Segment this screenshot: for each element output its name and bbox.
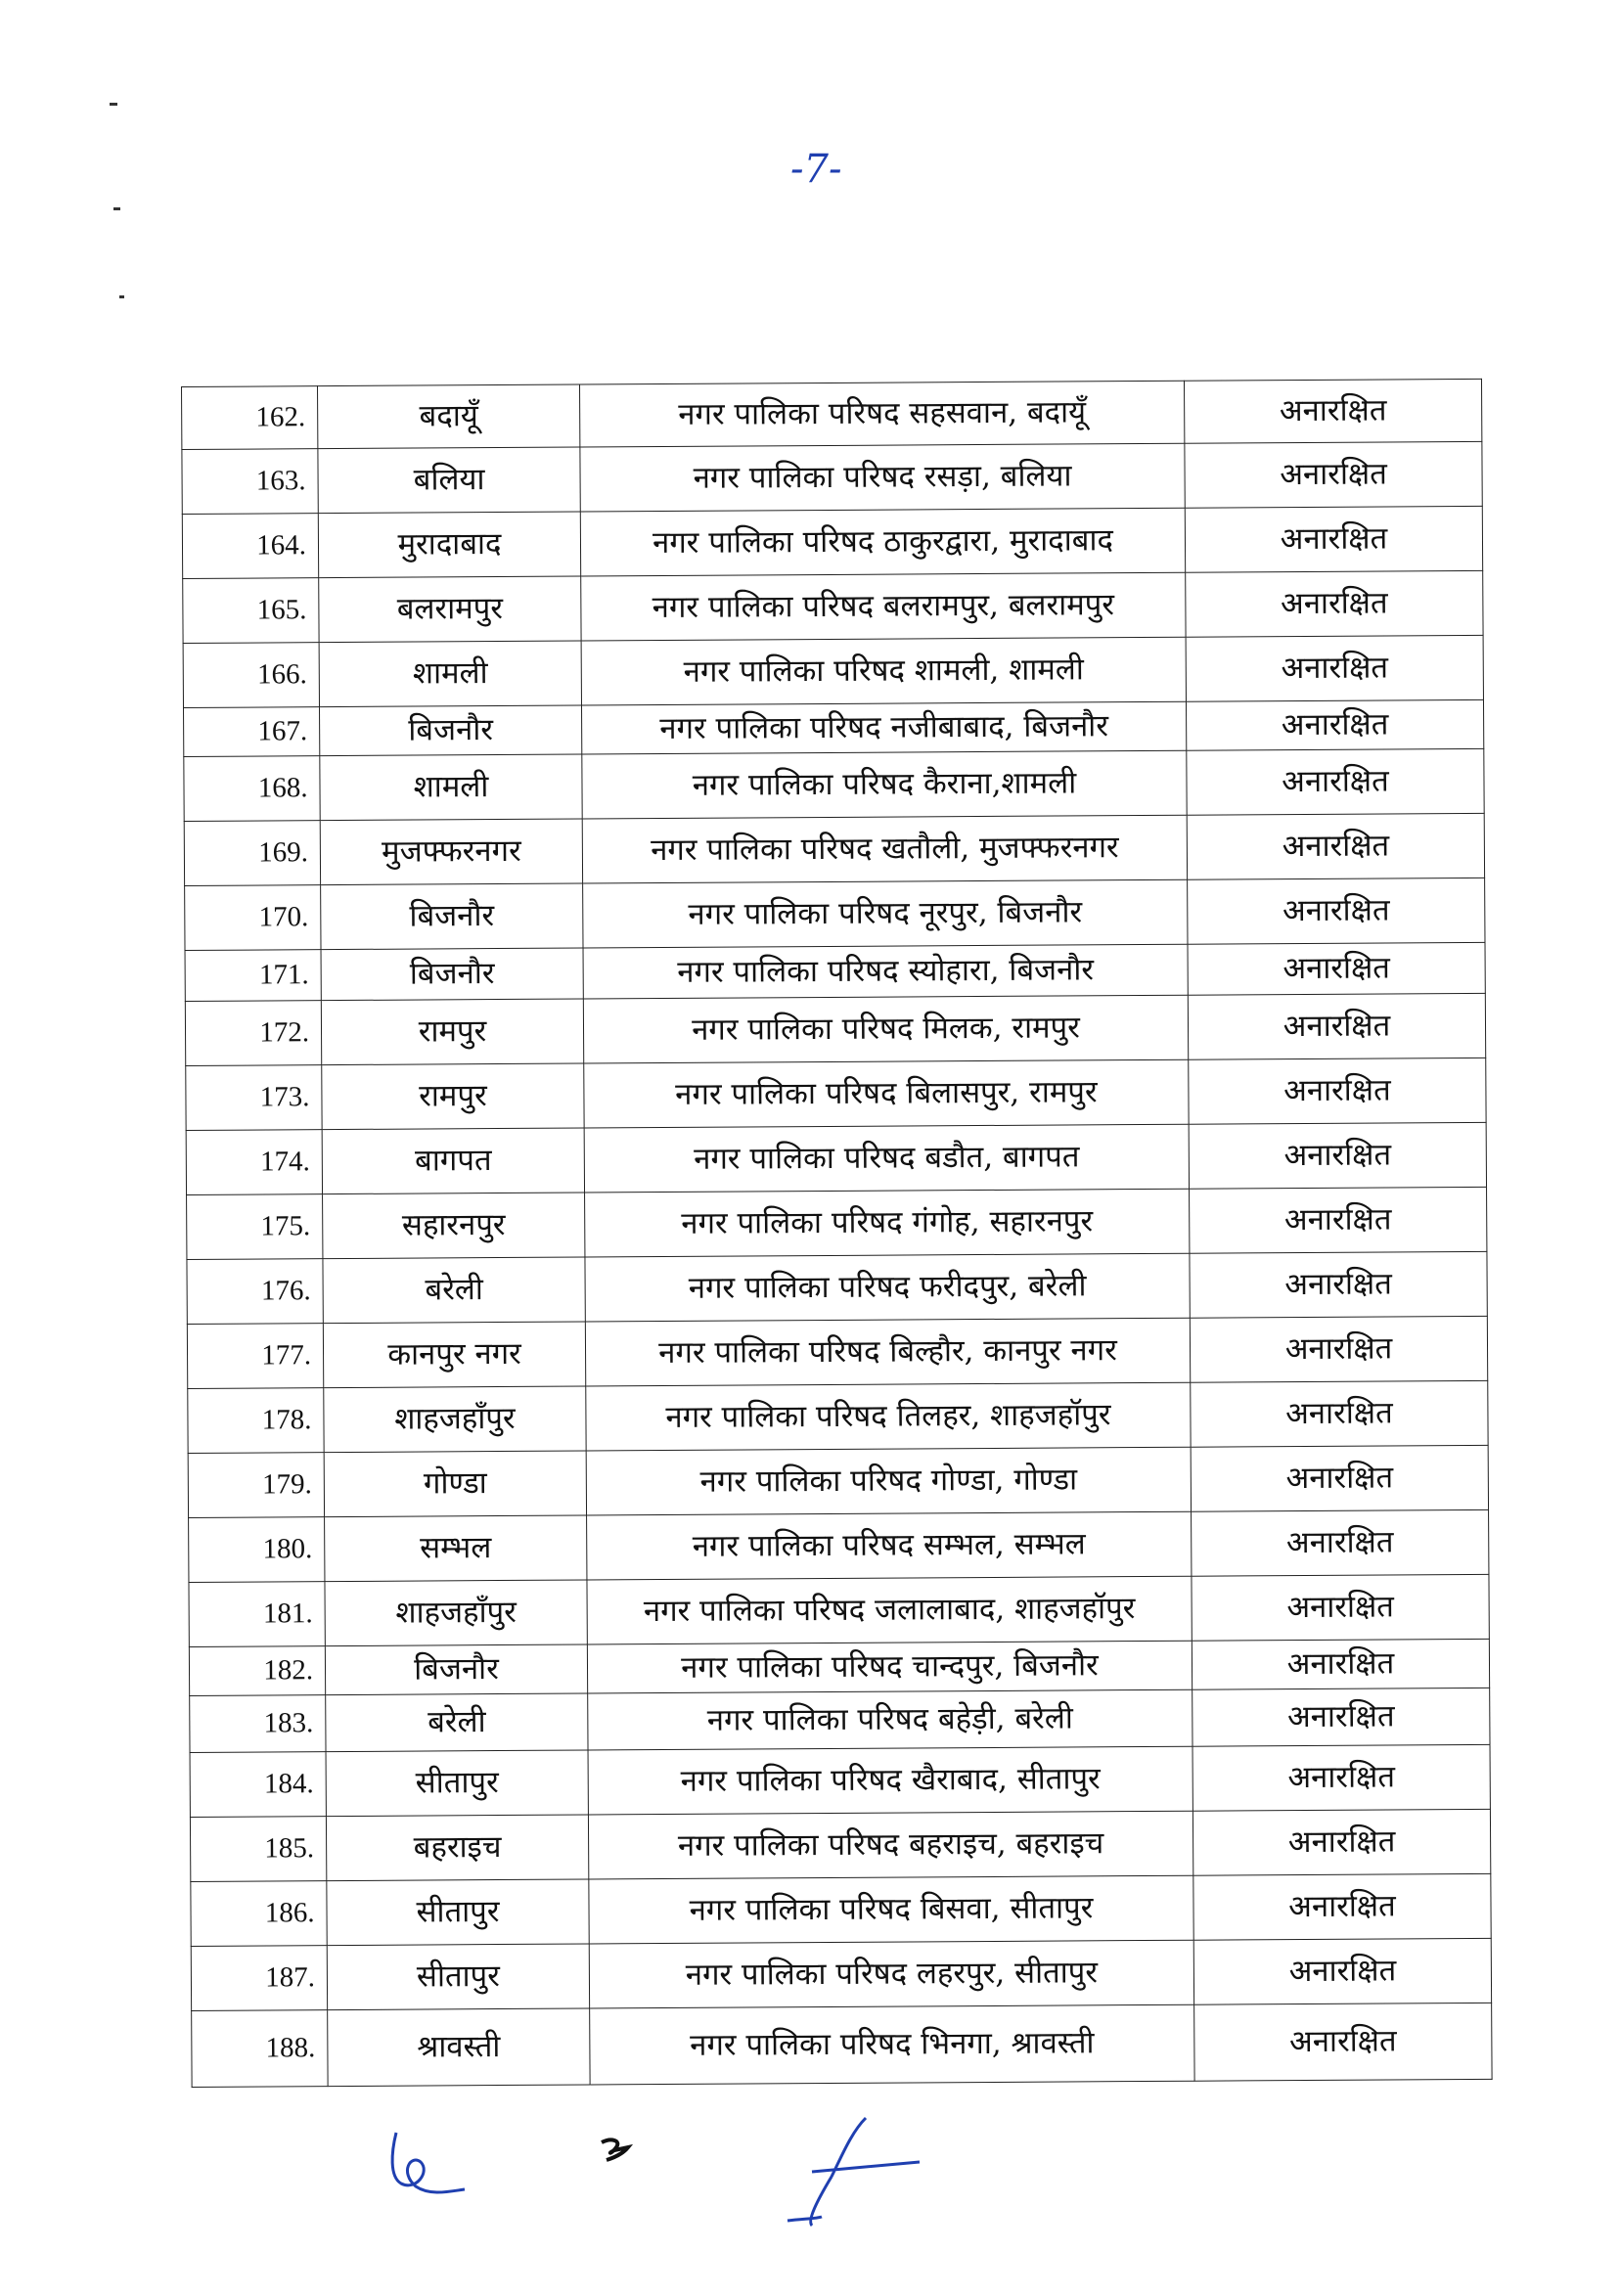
table-row: [185, 993, 1485, 1065]
category-cell: अनारक्षित: [1193, 1873, 1491, 1940]
category-cell: अनारक्षित: [1187, 813, 1484, 879]
page-number: -7-: [790, 147, 842, 192]
municipal-body-cell: नगर पालिका परिषद रसड़ा, बलिया: [580, 443, 1185, 512]
category-cell: अनारक्षित: [1189, 1122, 1486, 1189]
category-cell: अनारक्षित: [1192, 1574, 1489, 1641]
category-cell: अनारक्षित: [1186, 635, 1483, 701]
serial-number-cell: 175.: [187, 1194, 323, 1260]
category-cell: अनारक्षित: [1194, 2003, 1492, 2081]
district-cell: सम्भल: [325, 1515, 587, 1582]
category-cell: अनारक्षित: [1189, 1058, 1486, 1124]
category-cell: अनारक्षित: [1188, 878, 1485, 944]
municipal-body-cell: नगर पालिका परिषद फरीदपुर, बरेली: [585, 1253, 1190, 1322]
category-cell: अनारक्षित: [1186, 570, 1483, 637]
category-cell: अनारक्षित: [1184, 379, 1481, 443]
signature-3: [788, 2118, 920, 2240]
serial-number-cell: 187.: [191, 1946, 327, 2011]
municipal-body-cell: नगर पालिका परिषद स्योहारा, बिजनौर: [583, 944, 1188, 999]
table-row: [182, 379, 1482, 449]
category-cell: अनारक्षित: [1185, 506, 1482, 572]
serial-number-cell: 178.: [188, 1388, 324, 1454]
table-row: [183, 635, 1483, 707]
district-cell: बलरामपुर: [319, 576, 581, 643]
category-cell: अनारक्षित: [1192, 1744, 1490, 1811]
table-row: [182, 506, 1482, 578]
serial-number-cell: 186.: [191, 1881, 327, 1947]
serial-number-cell: 174.: [186, 1130, 322, 1195]
serial-number-cell: 171.: [185, 950, 321, 1002]
municipal-body-cell: नगर पालिका परिषद नजीबाबाद, बिजनौर: [581, 701, 1186, 754]
table-row: [190, 1809, 1490, 1881]
municipal-body-cell: नगर पालिका परिषद सम्भल, सम्भल: [587, 1511, 1192, 1580]
margin-mark: [110, 103, 117, 106]
category-cell: अनारक्षित: [1190, 1316, 1487, 1382]
district-cell: कानपुर नगर: [323, 1322, 585, 1388]
category-cell: अनारक्षित: [1192, 1688, 1490, 1746]
district-cell: बिजनौर: [321, 948, 583, 1001]
category-cell: अनारक्षित: [1192, 1509, 1489, 1576]
category-cell: अनारक्षित: [1191, 1380, 1488, 1447]
margin-mark: [119, 295, 124, 298]
table-row: [192, 2003, 1492, 2087]
table-row: [190, 1744, 1490, 1817]
table-row: [189, 1574, 1489, 1646]
signature-1: [392, 2133, 465, 2192]
signatures: [372, 2093, 959, 2240]
district-cell: मुरादाबाद: [318, 512, 580, 578]
district-cell: शाहजहाँपुर: [324, 1386, 586, 1453]
serial-number-cell: 177.: [187, 1324, 323, 1389]
serial-number-cell: 167.: [184, 707, 320, 757]
municipal-body-cell: नगर पालिका परिषद नूरपुर, बिजनौर: [583, 879, 1188, 948]
district-cell: बरेली: [326, 1693, 588, 1752]
table-row: [187, 1251, 1487, 1324]
category-cell: अनारक्षित: [1186, 699, 1483, 750]
district-cell: सीतापुर: [327, 1879, 589, 1946]
category-cell: अनारक्षित: [1190, 1187, 1487, 1253]
serial-number-cell: 163.: [182, 449, 318, 515]
serial-number-cell: 164.: [182, 514, 318, 579]
table-row: [183, 570, 1483, 643]
serial-number-cell: 169.: [184, 821, 320, 886]
district-cell: गोण्डा: [324, 1451, 586, 1517]
district-cell: शाहजहाँपुर: [325, 1580, 587, 1646]
serial-number-cell: 176.: [187, 1259, 323, 1325]
serial-number-cell: 185.: [190, 1817, 326, 1882]
municipal-body-cell: नगर पालिका परिषद चान्दपुर, बिजनौर: [587, 1641, 1192, 1693]
category-cell: अनारक्षित: [1193, 1938, 1491, 2004]
district-cell: बिजनौर: [320, 705, 582, 756]
table-row: [189, 1639, 1489, 1695]
category-cell: अनारक्षित: [1187, 748, 1484, 815]
category-cell: अनारक्षित: [1188, 942, 1485, 995]
district-cell: बिजनौर: [321, 883, 583, 950]
serial-number-cell: 181.: [189, 1582, 325, 1647]
serial-number-cell: 165.: [183, 578, 319, 644]
serial-number-cell: 166.: [183, 643, 319, 708]
municipal-body-cell: नगर पालिका परिषद लहरपुर, सीतापुर: [589, 1940, 1193, 2008]
table-row: [191, 1873, 1491, 1946]
serial-number-cell: 184.: [190, 1752, 326, 1818]
district-cell: सीतापुर: [327, 1944, 589, 2010]
district-cell: शामली: [320, 754, 582, 821]
municipal-body-cell: नगर पालिका परिषद खतौली, मुजफ्फरनगर: [582, 815, 1187, 883]
district-cell: रामपुर: [321, 999, 583, 1065]
district-cell: बदायूँ: [318, 384, 580, 449]
table-row: [187, 1187, 1487, 1259]
reservation-table: [181, 379, 1493, 2088]
municipal-body-cell: नगर पालिका परिषद गंगोह, सहारनपुर: [585, 1189, 1190, 1257]
district-cell: सहारनपुर: [323, 1193, 585, 1259]
municipal-body-cell: नगर पालिका परिषद ठाकुरद्वारा, मुरादाबाद: [580, 508, 1185, 576]
municipal-body-cell: नगर पालिका परिषद बडौत, बागपत: [584, 1124, 1189, 1193]
municipal-body-cell: नगर पालिका परिषद बिसवा, सीतापुर: [589, 1875, 1193, 1944]
municipal-body-cell: नगर पालिका परिषद शामली, शामली: [581, 637, 1186, 705]
municipal-body-cell: नगर पालिका परिषद कैराना,शामली: [582, 750, 1187, 819]
serial-number-cell: 168.: [184, 756, 320, 822]
municipal-body-cell: नगर पालिका परिषद तिलहर, शाहजहॉपुर: [586, 1382, 1191, 1451]
table-row: [184, 748, 1484, 821]
category-cell: अनारक्षित: [1185, 441, 1482, 508]
municipal-body-cell: नगर पालिका परिषद बहेड़ी, बरेली: [588, 1689, 1192, 1750]
table-row: [186, 1122, 1486, 1194]
table-row: [190, 1688, 1490, 1752]
serial-number-cell: 179.: [188, 1453, 324, 1518]
district-cell: बिजनौर: [325, 1644, 587, 1695]
district-cell: रामपुर: [322, 1063, 584, 1130]
municipal-body-cell: नगर पालिका परिषद मिलक, रामपुर: [583, 995, 1188, 1063]
municipal-body-cell: नगर पालिका परिषद खैराबाद, सीतापुर: [588, 1746, 1192, 1815]
serial-number-cell: 188.: [192, 2010, 328, 2088]
table-row: [182, 441, 1482, 514]
district-cell: बलिया: [318, 447, 580, 514]
table-body: [182, 379, 1493, 2087]
municipal-body-cell: नगर पालिका परिषद बहराइच, बहराइच: [588, 1811, 1192, 1879]
serial-number-cell: 183.: [190, 1695, 326, 1753]
serial-number-cell: 180.: [189, 1517, 325, 1583]
table-row: [187, 1316, 1487, 1388]
serial-number-cell: 173.: [186, 1065, 322, 1131]
district-cell: बरेली: [323, 1257, 585, 1324]
district-cell: श्रावस्ती: [328, 2008, 590, 2087]
district-cell: बहराइच: [326, 1815, 588, 1881]
category-cell: अनारक्षित: [1190, 1251, 1487, 1318]
signature-2: [602, 2140, 628, 2160]
municipal-body-cell: नगर पालिका परिषद सहसवान, बदायूँ: [579, 381, 1184, 447]
table-row: [186, 1058, 1486, 1130]
category-cell: अनारक्षित: [1192, 1809, 1490, 1875]
district-cell: शामली: [319, 641, 581, 707]
municipal-body-cell: नगर पालिका परिषद बिलासपुर, रामपुर: [584, 1059, 1189, 1128]
table-row: [185, 878, 1485, 950]
margin-mark: [113, 207, 120, 210]
municipal-body-cell: नगर पालिका परिषद बिल्हौर, कानपुर नगर: [585, 1318, 1190, 1386]
category-cell: अनारक्षित: [1191, 1445, 1488, 1511]
table-row: [184, 813, 1484, 885]
table-row: [185, 942, 1485, 1001]
table-row: [188, 1380, 1488, 1453]
municipal-body-cell: नगर पालिका परिषद भिनगा, श्रावस्ती: [590, 2004, 1194, 2085]
table-row: [184, 699, 1484, 756]
municipal-body-cell: नगर पालिका परिषद बलरामपुर, बलरामपुर: [581, 572, 1186, 641]
serial-number-cell: 182.: [189, 1646, 325, 1696]
municipal-body-cell: नगर पालिका परिषद गोण्डा, गोण्डा: [586, 1447, 1191, 1515]
table-row: [191, 1938, 1491, 2010]
category-cell: अनारक्षित: [1188, 993, 1485, 1059]
district-cell: सीतापुर: [326, 1750, 588, 1817]
district-cell: मुजफ्फरनगर: [320, 819, 582, 885]
category-cell: अनारक्षित: [1192, 1639, 1489, 1689]
serial-number-cell: 162.: [182, 386, 318, 450]
table-row: [188, 1445, 1488, 1517]
table-row: [189, 1509, 1489, 1582]
serial-number-cell: 170.: [185, 885, 321, 951]
district-cell: बागपत: [322, 1128, 584, 1194]
serial-number-cell: 172.: [185, 1001, 321, 1066]
municipal-body-cell: नगर पालिका परिषद जलालाबाद, शाहजहॉपुर: [587, 1576, 1192, 1644]
